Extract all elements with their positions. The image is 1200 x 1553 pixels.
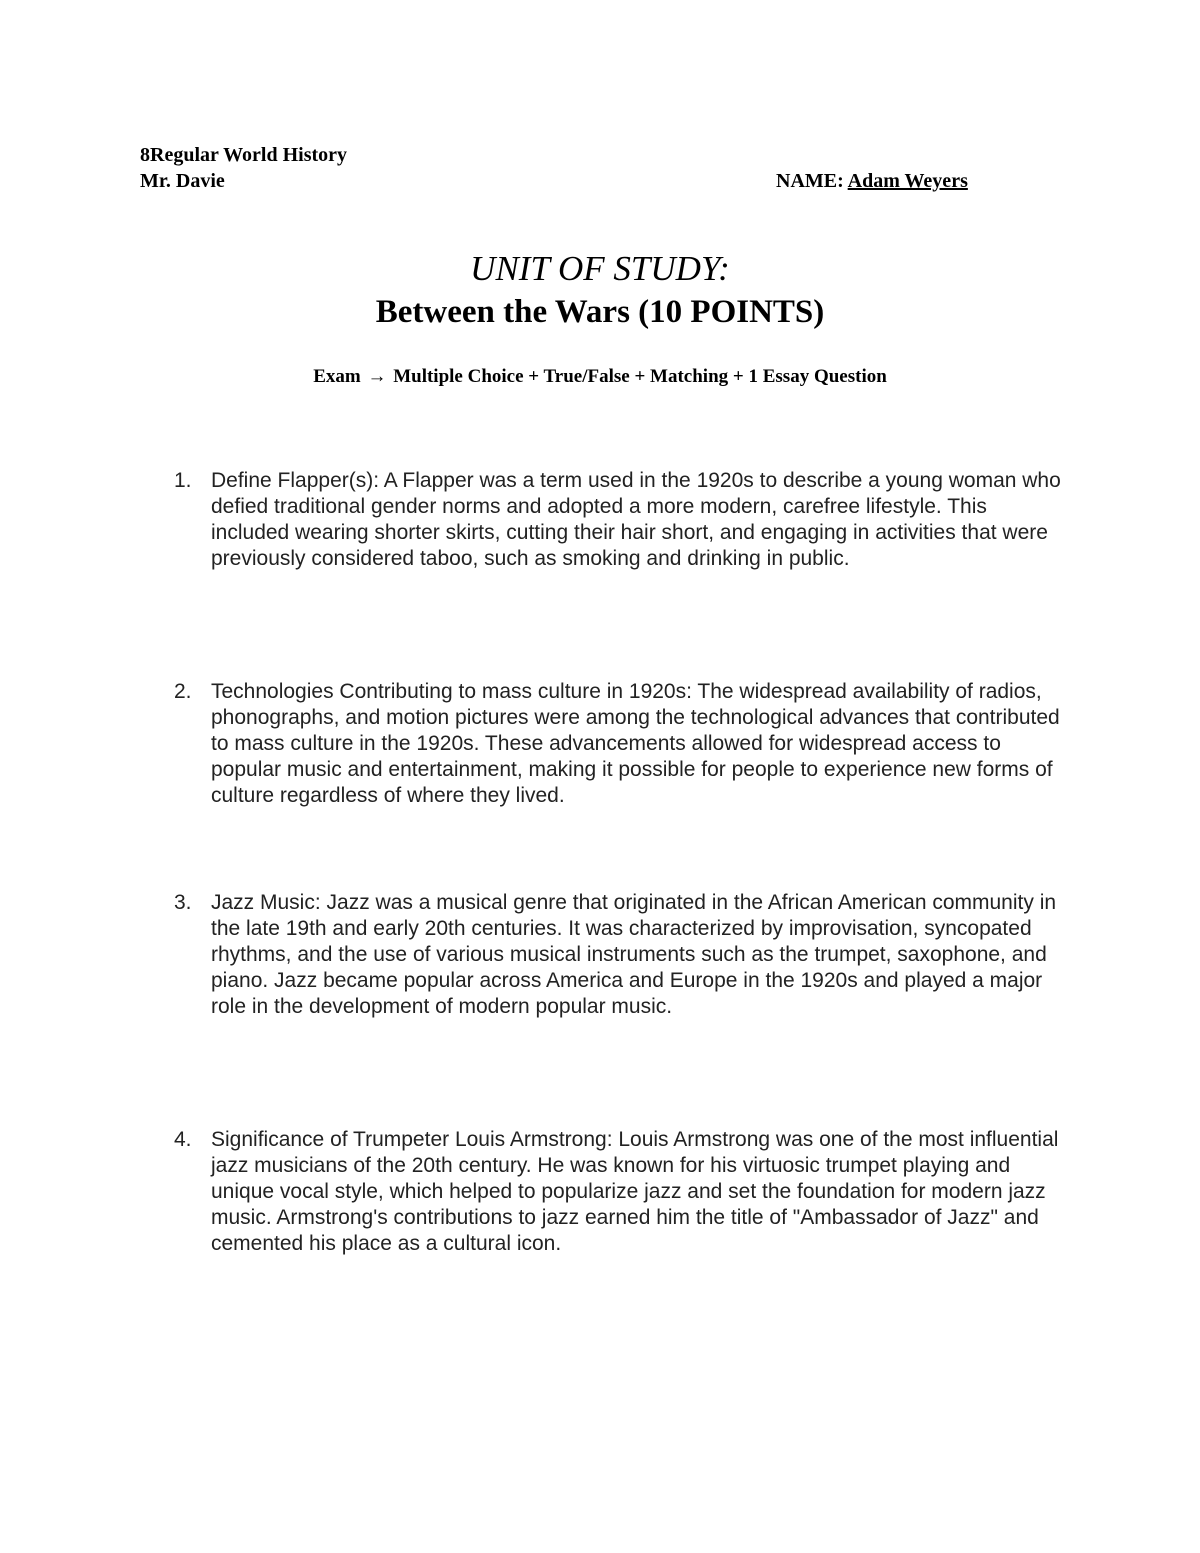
question-answer: Define Flapper(s): A Flapper was a term used in the 1920s to describe a young woman who defied traditional gender norms and adopted a more modern, carefree lifestyle. This included wearing shorter skirts, cutting their hair short, and engaging in activities that were previously considered taboo, such as smoking and drinking in public. xyxy=(211,469,1061,570)
right-arrow-icon: → xyxy=(367,366,387,387)
question-answer: Technologies Contributing to mass culture in 1920s: The widespread availability of radios, phonographs, and motion pictures were among the technological advances that contributed to mass culture in the 1920s. These advancements allowed for widespread access to popular music and entertainment, making it possible for people to experience new forms of culture regardless of where they lived. xyxy=(211,680,1060,807)
question-answer: Jazz Music: Jazz was a musical genre that originated in the African American community in the late 19th and early 20th centuries. It was characterized by improvisation, syncopated rhythms, and the use of various musical instruments such as the trumpet, saxophone, and piano. Jazz became popular across America and Europe in the 1920s and played a major role in the development of modern popular music. xyxy=(211,891,1057,1018)
question-number: 4. xyxy=(174,1128,192,1151)
question-number: 3. xyxy=(174,891,192,914)
unit-title: Between the Wars (10 POINTS) xyxy=(375,294,825,330)
teacher-name: Mr. Davie xyxy=(140,170,225,192)
exam-formats: Multiple Choice + True/False + Matching + 1 Essay Question xyxy=(393,366,887,387)
unit-label: UNIT OF STUDY: xyxy=(470,249,730,288)
course-header xyxy=(140,142,347,194)
exam-format-line xyxy=(0,364,1200,390)
student-name-field xyxy=(776,168,968,194)
question-answer: Significance of Trumpeter Louis Armstrong: Louis Armstrong was one of the most influential jazz musicians of the 20th century. He was known for his virtuosic trumpet playing and unique vocal style, which helped to popularize jazz and set the foundation for modern jazz music. Armstrong's contributions to jazz earned him the title of "Ambassador of Jazz" and cemented his place as a cultural icon. xyxy=(211,1128,1059,1255)
question-number: 1. xyxy=(174,469,192,492)
exam-label: Exam xyxy=(313,366,361,387)
question-number: 2. xyxy=(174,680,192,703)
course-name: 8Regular World History xyxy=(140,144,348,166)
student-name: Adam Weyers xyxy=(847,170,968,192)
name-label: NAME: xyxy=(776,170,844,192)
